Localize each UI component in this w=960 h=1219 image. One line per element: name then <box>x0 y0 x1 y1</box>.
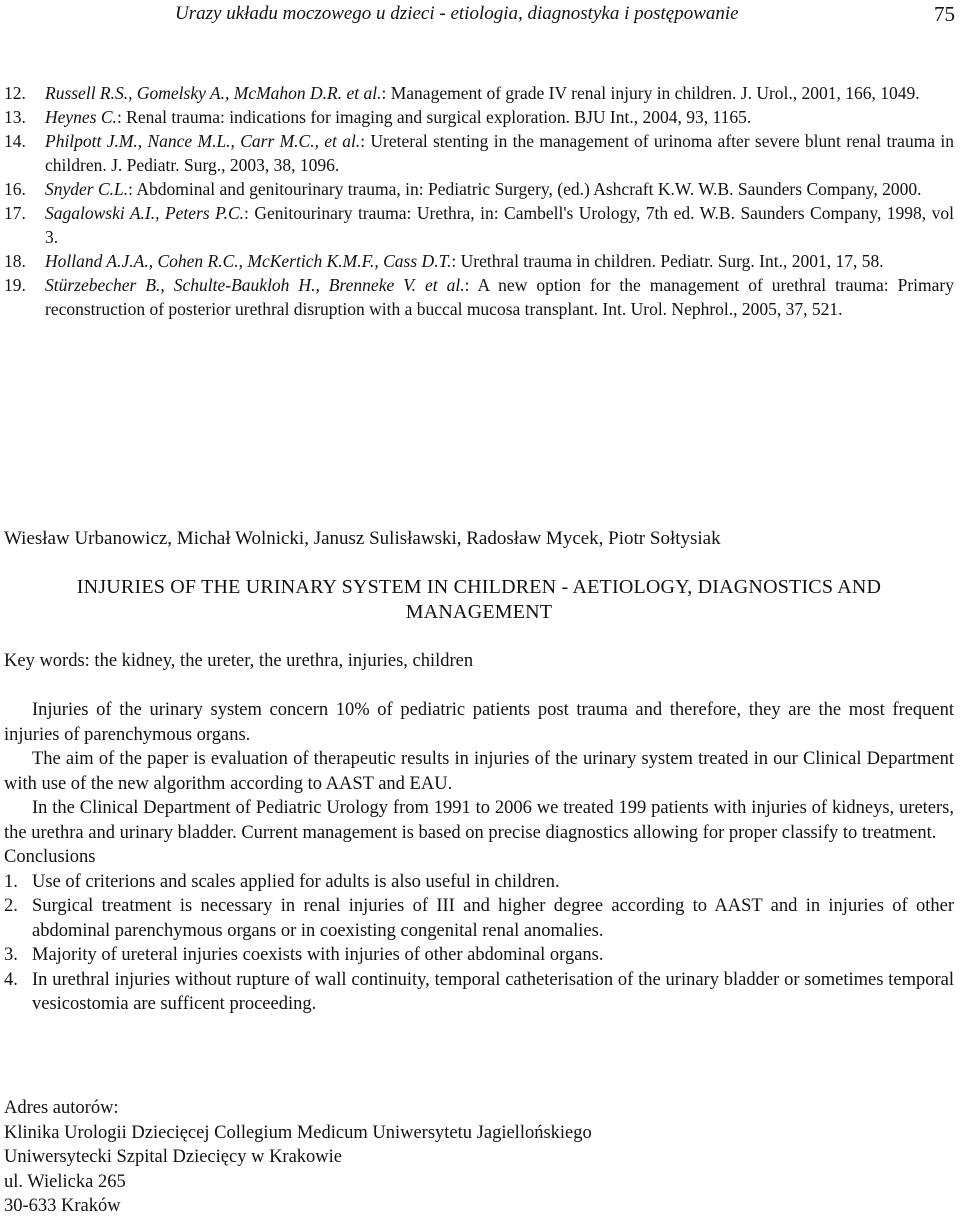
reference-item <box>4 105 954 129</box>
conclusion-text: Majority of ureteral injuries coexists with injuries of other abdominal organs. <box>32 945 604 965</box>
reference-number: 16. <box>4 179 26 199</box>
conclusion-number: 3. <box>4 945 18 965</box>
page-number: 75 <box>934 2 955 26</box>
conclusion-text: Surgical treatment is necessary in renal injuries of III and higher degree according to AAST and in injuries of other abdominal parenchymous organs or in coexisting congenital renal anomalies. <box>32 896 954 941</box>
reference-body <box>45 81 954 105</box>
reference-text: : Urethral trauma in children. Pediatr. Surg. Int., 2001, 17, 58. <box>451 251 884 271</box>
abstract-paragraph: In the Clinical Department of Pediatric Urology from 1991 to 2006 we treated 199 patients with injuries of kidneys, ureters, the urethra and urinary bladder. Current management is based on precise diagnostics allowing for proper classify to treatment. <box>4 798 954 843</box>
reference-number: 18. <box>4 251 26 271</box>
reference-number: 19. <box>4 275 26 295</box>
conclusions-heading: Conclusions <box>4 847 96 867</box>
english-title: INJURIES OF THE URINARY SYSTEM IN CHILDREN - AETIOLOGY, DIAGNOSTICS AND MANAGEMENT <box>76 576 882 623</box>
reference-body <box>45 201 954 249</box>
conclusion-text: In urethral injuries without rupture of wall continuity, temporal catheterisation of the urinary bladder or sometimes temporal vesicostomia are sufficent proceeding. <box>32 969 954 1014</box>
reference-body <box>45 249 954 273</box>
reference-list <box>4 81 954 321</box>
address-line: Klinika Urologii Dziecięcej Collegium Medicum Uniwersytetu Jagiellońskiego <box>4 1122 592 1143</box>
reference-text: : Ureteral stenting in the management of urinoma after severe blunt renal trauma in children. J. Pediatr. Surg., 2003, 38, 1096. <box>45 131 954 175</box>
reference-body <box>45 105 954 129</box>
reference-text: : A new option for the management of urethral trauma: Primary reconstruction of posterior urethral disruption with a buccal mucosa transplant. Int. Urol. Nephrol., 2005, 37, 521. <box>45 275 954 319</box>
running-header-title: Urazy układu moczowego u dzieci - etiologia, diagnostyka i postępowanie <box>175 3 739 24</box>
reference-item <box>4 129 954 177</box>
reference-text: : Abdominal and genitourinary trauma, in: Pediatric Surgery, (ed.) Ashcraft K.W. W.B. Saunders Company, 2000. <box>128 179 922 199</box>
reference-body <box>45 177 954 201</box>
reference-number: 12. <box>4 83 26 103</box>
reference-text: : Management of grade IV renal injury in children. J. Urol., 2001, 166, 1049. <box>381 83 920 103</box>
reference-text: : Renal trauma: indications for imaging and surgical exploration. BJU Int., 2004, 93, 1165. <box>116 107 752 127</box>
address-line: Uniwersytecki Szpital Dziecięcy w Krakowie <box>4 1147 343 1167</box>
reference-authors: Stürzebecher B., Schulte-Baukloh H., Brenneke V. et al. <box>45 275 465 295</box>
conclusion-number: 1. <box>4 871 18 892</box>
author-address <box>4 1096 592 1219</box>
reference-authors: Snyder C.L. <box>45 179 129 199</box>
reference-number: 17. <box>4 203 26 223</box>
reference-item <box>4 177 954 201</box>
keywords: Key words: the kidney, the ureter, the urethra, injuries, children <box>4 651 474 671</box>
address-line: ul. Wielicka 265 <box>4 1171 126 1192</box>
reference-authors: Philpott J.M., Nance M.L., Carr M.C., et al. <box>45 131 361 151</box>
reference-item <box>4 201 954 249</box>
paper-authors: Wiesław Urbanowicz, Michał Wolnicki, Janusz Sulisławski, Radosław Mycek, Piotr Sołtysiak <box>4 528 721 549</box>
conclusion-item <box>4 894 954 943</box>
address-heading: Adres autorów: <box>4 1098 119 1118</box>
conclusion-text: Use of criterions and scales applied for adults is also useful in children. <box>32 871 560 892</box>
conclusion-number: 2. <box>4 896 18 916</box>
conclusion-item <box>4 870 954 895</box>
reference-number: 13. <box>4 107 26 127</box>
reference-authors: Sagalowski A.I., Peters P.C. <box>45 203 244 223</box>
reference-item <box>4 249 954 273</box>
abstract <box>4 698 954 1017</box>
reference-authors: Russell R.S., Gomelsky A., McMahon D.R. et al. <box>45 83 382 103</box>
conclusion-item <box>4 943 954 968</box>
abstract-paragraph: The aim of the paper is evaluation of therapeutic results in injuries of the urinary system treated in our Clinical Department with use of the new algorithm according to AAST and EAU. <box>4 749 954 794</box>
reference-number: 14. <box>4 131 26 151</box>
reference-item <box>4 273 954 321</box>
abstract-paragraph: Injuries of the urinary system concern 10% of pediatric patients post trauma and therefore, they are the most frequent injuries of parenchymous organs. <box>4 700 954 745</box>
conclusion-number: 4. <box>4 969 18 990</box>
reference-body <box>45 129 954 177</box>
reference-item <box>4 81 954 105</box>
reference-authors: Heynes C. <box>45 107 117 127</box>
reference-authors: Holland A.J.A., Cohen R.C., McKertich K.M.F., Cass D.T. <box>45 251 452 271</box>
conclusion-item <box>4 968 954 1017</box>
reference-body <box>45 273 954 321</box>
address-line: 30-633 Kraków <box>4 1196 121 1216</box>
reference-text: : Genitourinary trauma: Urethra, in: Cambell's Urology, 7th ed. W.B. Saunders Company, 1998, vol 3. <box>45 203 954 247</box>
